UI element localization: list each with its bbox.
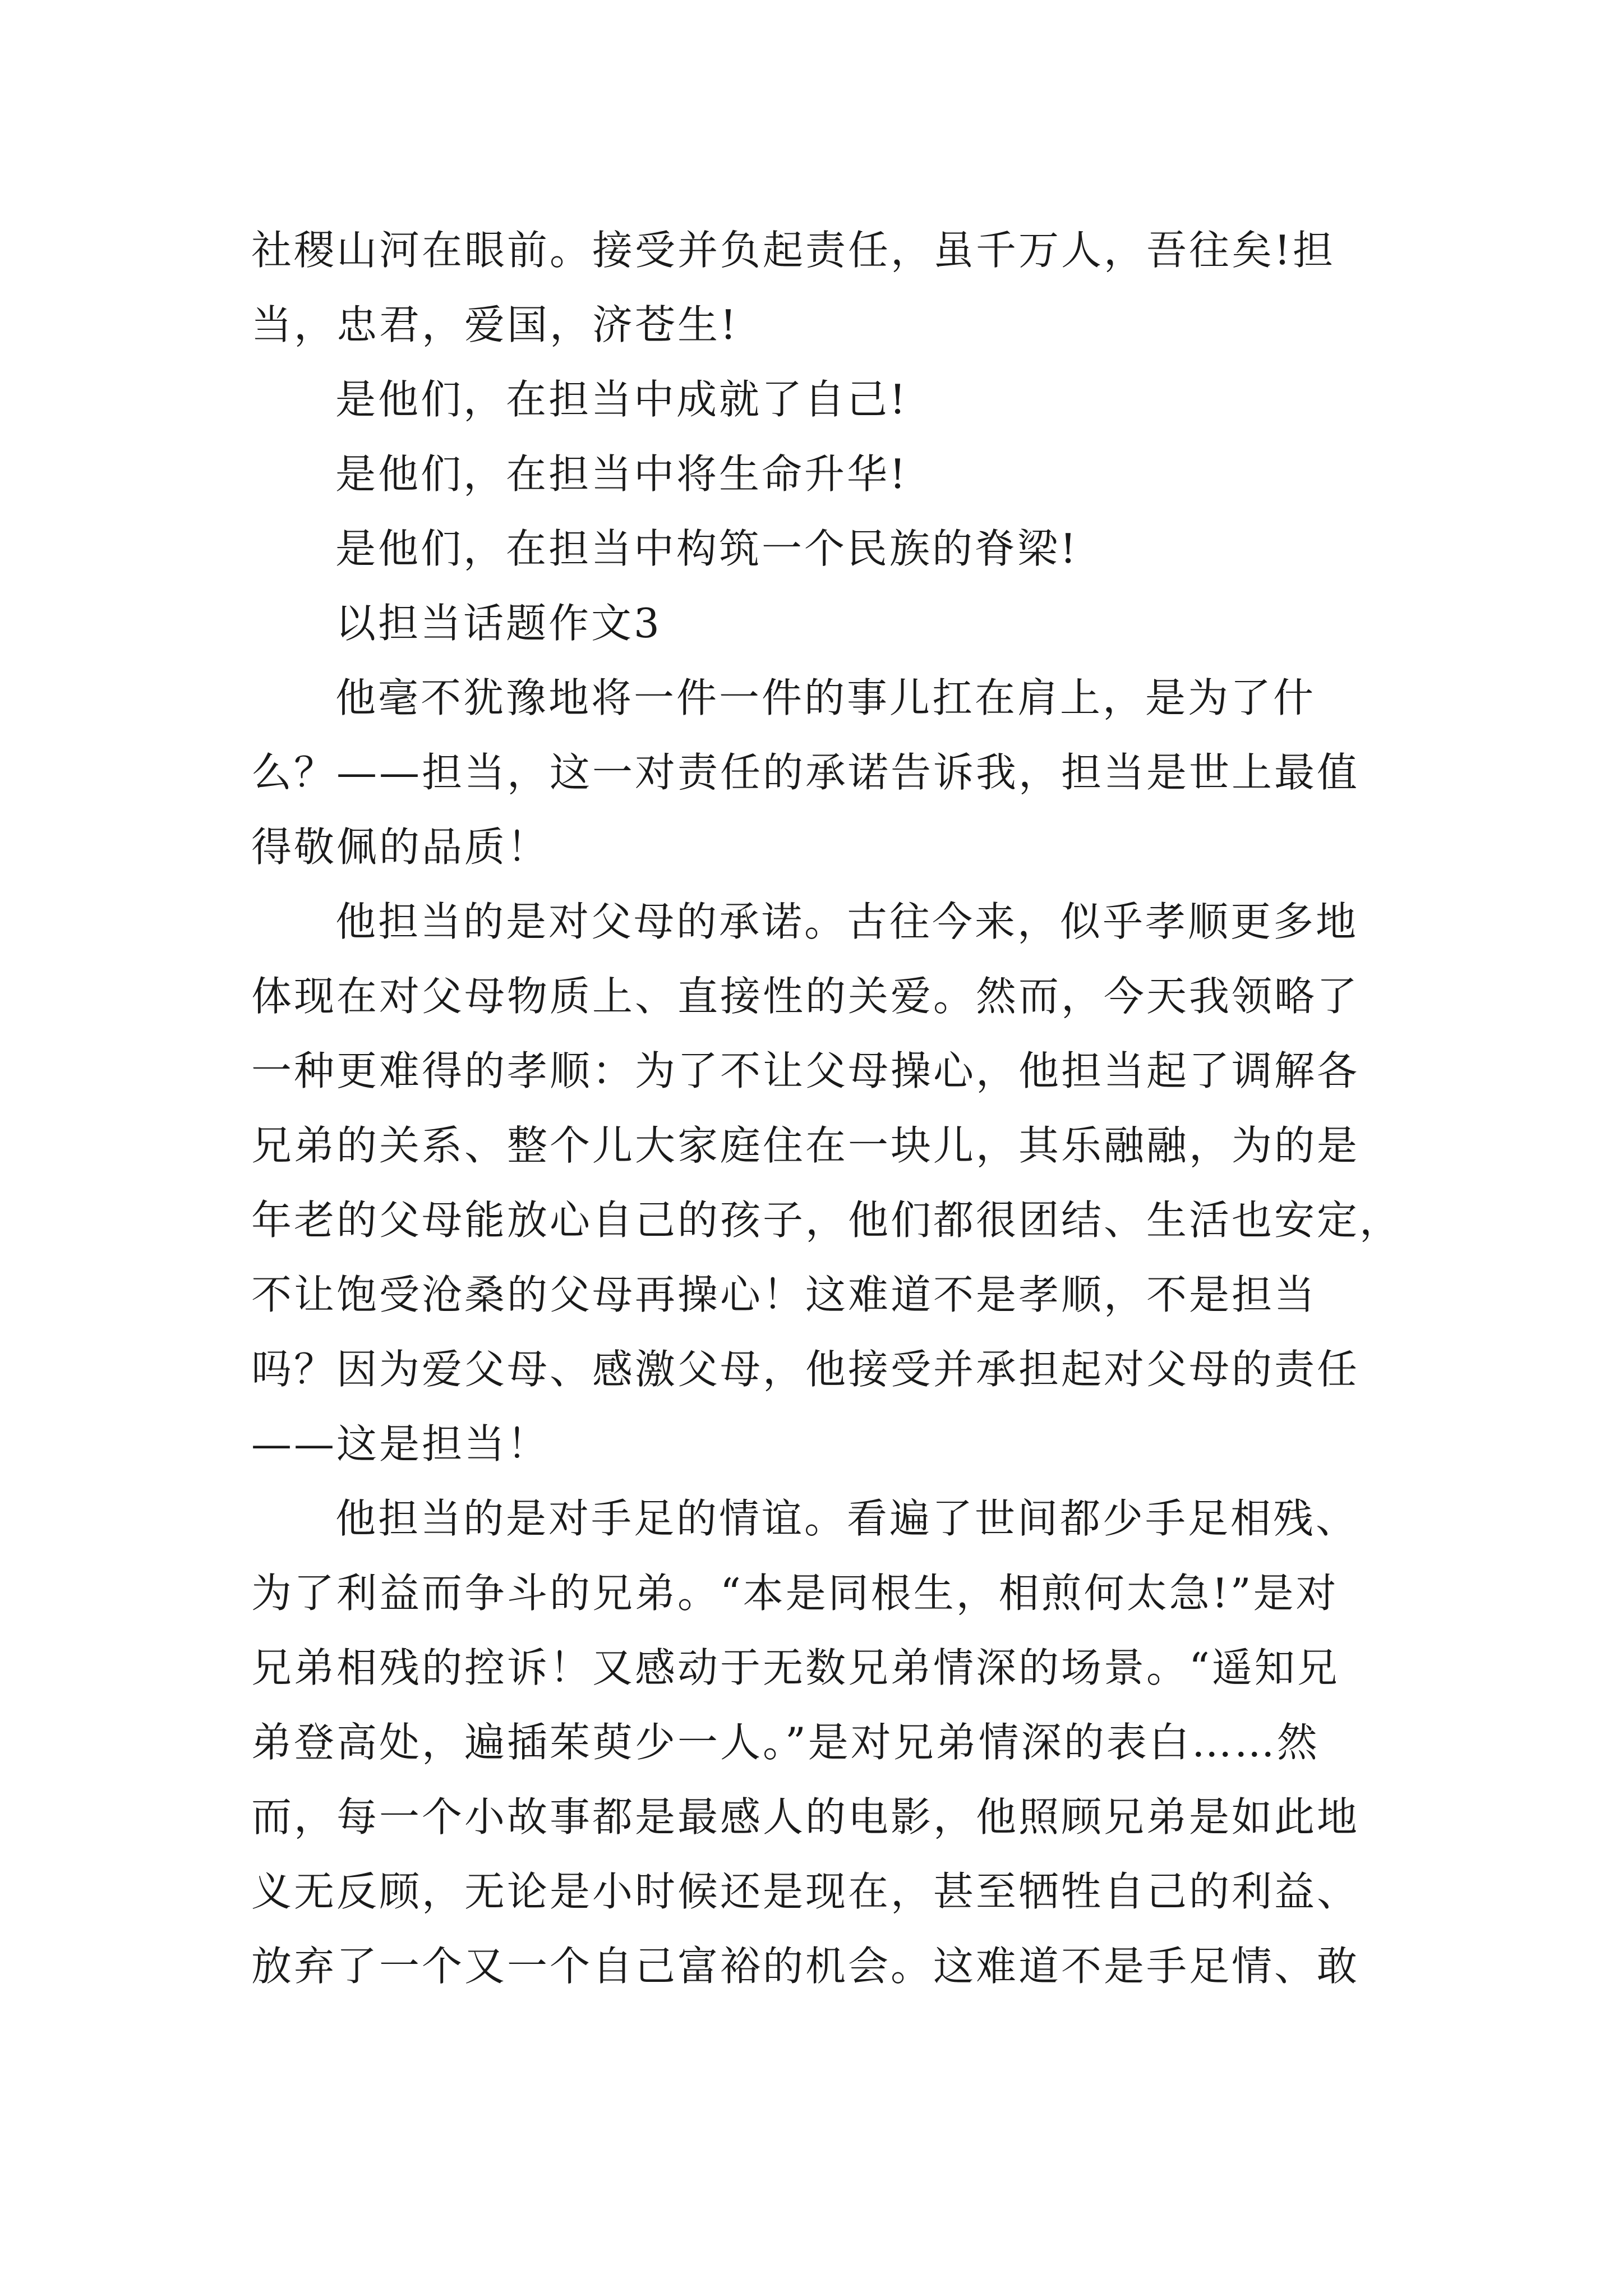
text-line: 么？——担当，这一对责任的承诺告诉我，担当是世上最值 <box>251 749 1360 796</box>
text-line: 放弃了一个又一个自己富裕的机会。这难道不是手足情、敢 <box>251 1943 1360 1990</box>
text-line: 一种更难得的孝顺：为了不让父母操心，他担当起了调解各 <box>251 1047 1360 1094</box>
text-line: 不让饱受沧桑的父母再操心！这难道不是孝顺，不是担当 <box>251 1271 1317 1318</box>
text-line: 吗？因为爱父母、感激父母，他接受并承担起对父母的责任 <box>251 1346 1360 1393</box>
text-line: 是他们，在担当中构筑一个民族的脊梁! <box>335 525 1078 572</box>
text-line: 年老的父母能放心自己的孩子，他们都很团结、生活也安定， <box>251 1197 1403 1244</box>
text-line: 他担当的是对父母的承诺。古往今来，似乎孝顺更多地 <box>335 898 1359 945</box>
text-line: 而，每一个小故事都是最感人的电影，他照顾兄弟是如此地 <box>251 1793 1360 1841</box>
text-line: 体现在对父母物质上、直接性的关爱。然而，今天我领略了 <box>251 973 1360 1020</box>
text-line: 是他们，在担当中将生命升华! <box>335 450 908 498</box>
text-line: 他担当的是对手足的情谊。看遍了世间都少手足相残、 <box>335 1495 1359 1542</box>
text-line: 义无反顾，无论是小时候还是现在，甚至牺牲自己的利益、 <box>251 1868 1360 1915</box>
text-line: ——这是担当！ <box>251 1420 550 1467</box>
section-heading: 以担当话题作文3 <box>335 600 662 647</box>
text-line: 兄弟相残的控诉！又感动于无数兄弟情深的场景。“遥知兄 <box>251 1644 1340 1691</box>
text-line: 弟登高处，遍插茱萸少一人。”是对兄弟情深的表白……然 <box>251 1719 1320 1766</box>
text-line: 是他们，在担当中成就了自己! <box>335 376 908 423</box>
document-body <box>251 213 1403 2004</box>
text-line: 他毫不犹豫地将一件一件的事儿扛在肩上，是为了什 <box>335 674 1316 721</box>
text-line: 当，忠君，爱国，济苍生! <box>251 301 739 348</box>
text-line: 兄弟的关系、整个儿大家庭住在一块儿，其乐融融，为的是 <box>251 1122 1360 1169</box>
text-line: 得敬佩的品质！ <box>251 823 550 871</box>
text-line: 社稷山河在眼前。接受并负起责任，虽千万人，吾往矣!担 <box>251 227 1335 274</box>
text-line: 为了利益而争斗的兄弟。“本是同根生，相煎何太急!”是对 <box>251 1570 1339 1617</box>
